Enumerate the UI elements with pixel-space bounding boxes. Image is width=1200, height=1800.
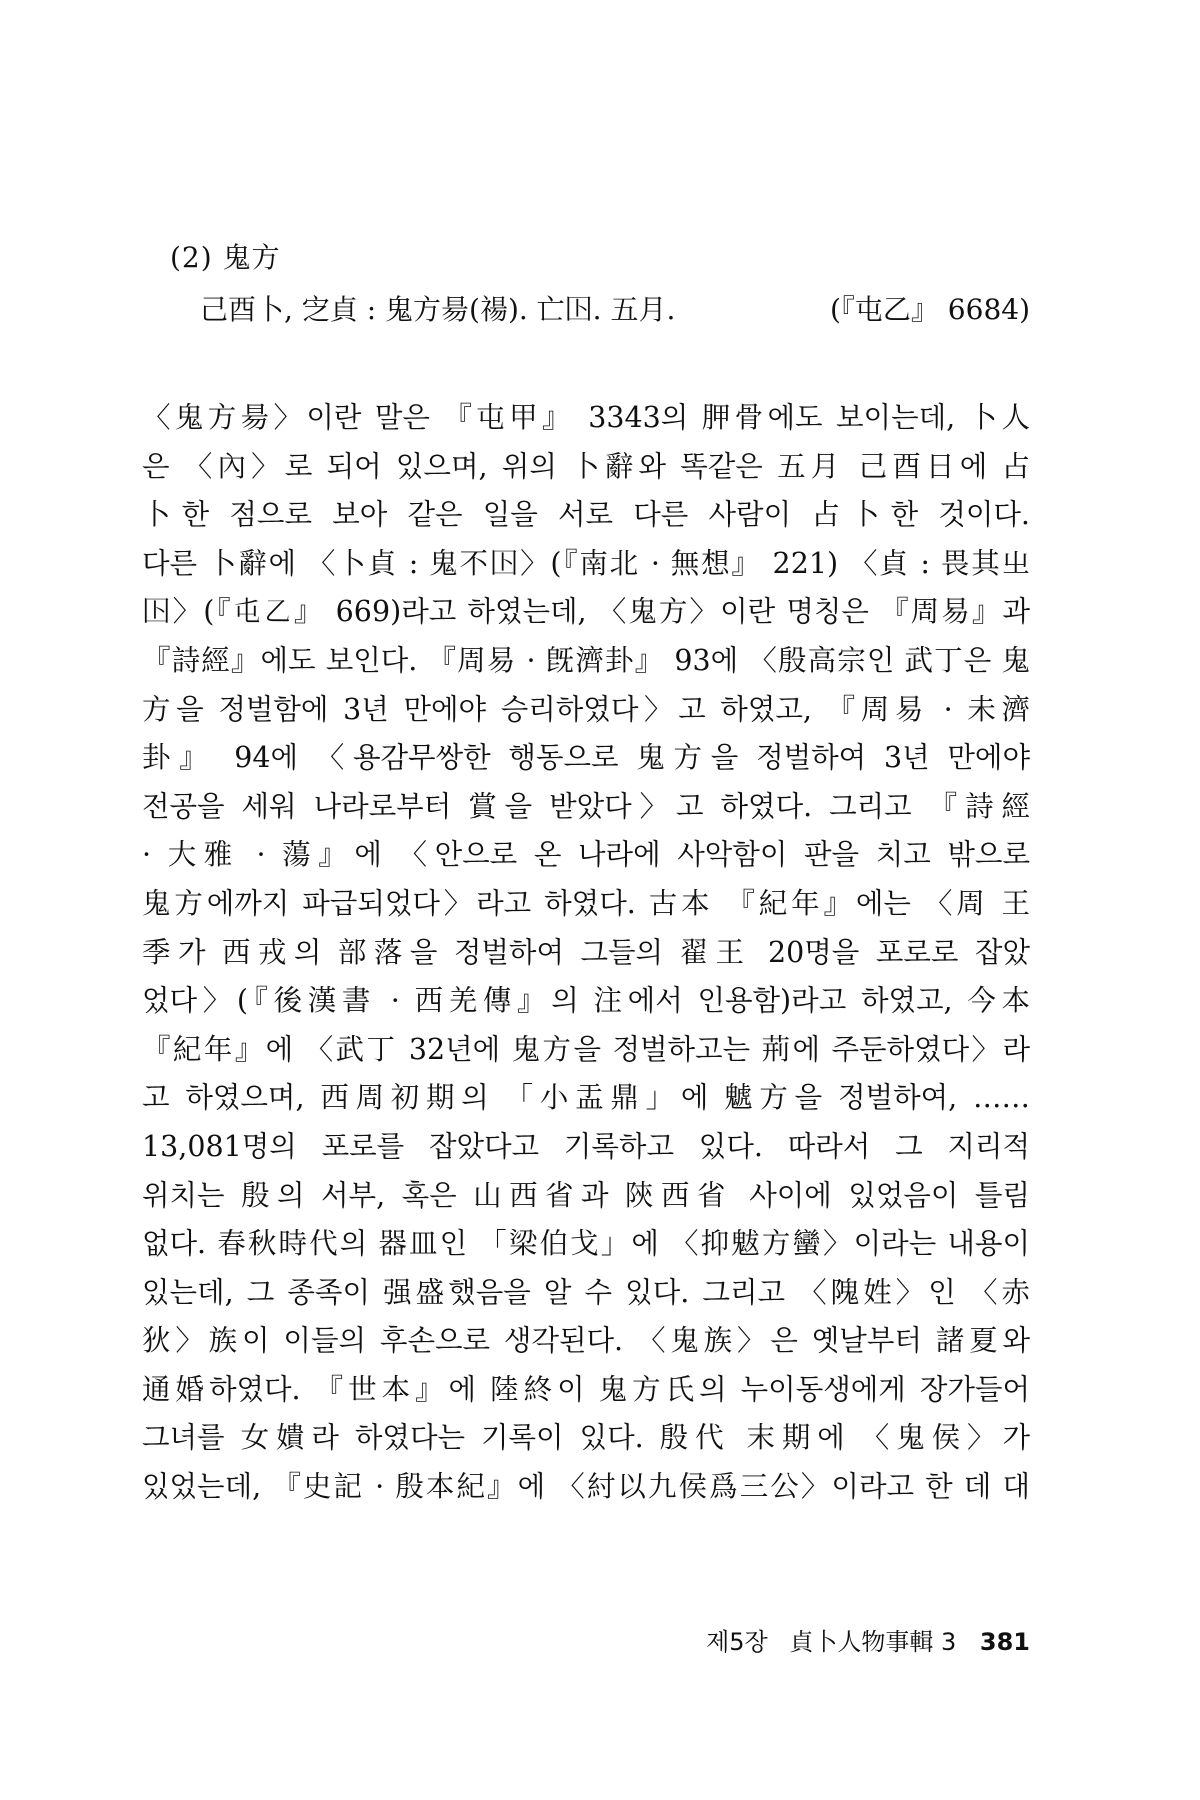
inscription-source: (『屯乙』 6684) — [829, 293, 1030, 326]
text-line: 전공을 세워 나라로부터 賞을 받았다〉고 하였다. 그리고 『詩經 — [142, 789, 1030, 823]
text-line: 狄〉族이 이들의 후손으로 생각된다. 〈鬼族〉은 옛날부터 諸夏와 — [142, 1324, 1030, 1358]
chapter-label: 제5장 — [706, 1628, 768, 1656]
text-line: 卦』 94에 〈용감무쌍한 행동으로 鬼方을 정벌하여 3년 만에야 — [142, 741, 1030, 775]
text-line: 위치는 殷의 서부, 혹은 山西省과 陝西省 사이에 있었음이 틀림 — [142, 1178, 1030, 1212]
text-line: 〈鬼方昜〉이란 말은 『屯甲』 3343의 胛骨에도 보이는데, 卜人 — [142, 401, 1030, 434]
text-line: 었다〉(『後漢書 · 西羌傳』의 注에서 인용함)라고 하였고, 今本 — [142, 984, 1030, 1018]
running-footer — [706, 1622, 1030, 1657]
text-line: 方을 정벌함에 3년 만에야 승리하였다〉고 하였고, 『周易 · 未濟 — [142, 692, 1030, 726]
text-line: 鬼方에까지 파급되었다〉라고 하였다. 古本 『紀年』에는 〈周 王 — [142, 886, 1030, 920]
section-heading: (2) 鬼方 — [170, 241, 281, 274]
text-line: 13,081명의 포로를 잡았다고 기록하고 있다. 따라서 그 지리적 — [142, 1129, 1030, 1163]
text-line: 卜한 점으로 보아 같은 일을 서로 다른 사람이 占卜한 것이다. — [142, 498, 1030, 532]
text-line: 𡆥〉(『屯乙』 669)라고 하였는데, 〈鬼方〉이란 명칭은 『周易』과 — [142, 595, 1030, 629]
running-title: 貞卜人物事輯 3 — [789, 1628, 957, 1656]
page-number: 381 — [979, 1628, 1030, 1656]
text-line: 通婚하였다. 『世本』에 陸終이 鬼方氏의 누이동생에게 장가들어 — [142, 1372, 1030, 1406]
text-line: 『紀年』에 〈武丁 32년에 鬼方을 정벌하고는 荊에 주둔하였다〉라 — [142, 1032, 1030, 1066]
text-line: 고 하였으며, 西周初期의 「小盂鼎」에 䰧方을 정벌하여, …… — [142, 1081, 1030, 1115]
text-line: 다른 卜辭에 〈卜貞 : 鬼不𡆥〉(『南北 · 無想』 221) 〈貞 : 畏其㞢 — [142, 546, 1030, 580]
text-line: 없다. 春秋時代의 器皿인 「梁伯戈」에 〈抑魃方蠻〉이라는 내용이 — [142, 1227, 1030, 1261]
oracle-inscription — [200, 288, 1030, 328]
body-text — [142, 394, 1030, 1512]
text-line: 있었는데, 『史記 · 殷本紀』에 〈紂以九侯爲三公〉이라고 한 데 대 — [142, 1470, 1030, 1504]
inscription-text: 己酉卜, 㝎貞 : 鬼方昜(禓). 亡𡆥. 五月. — [200, 293, 676, 326]
text-line: 있는데, 그 종족이 强盛했음을 알 수 있다. 그리고 〈隗姓〉인 〈赤 — [142, 1275, 1030, 1309]
text-line: 은 〈內〉로 되어 있으며, 위의 卜辭와 똑같은 五月 己酉日에 占 — [142, 449, 1030, 483]
text-line: · 大雅 · 蕩』에 〈안으로 온 나라에 사악함이 판을 치고 밖으로 — [142, 838, 1030, 872]
text-line: 『詩經』에도 보인다. 『周易 · 旣濟卦』 93에 〈殷高宗인 武丁은 鬼 — [142, 643, 1030, 677]
text-line: 季가 西戎의 部落을 정벌하여 그들의 翟王 20명을 포로로 잡았 — [142, 935, 1030, 969]
text-line: 그녀를 女嬇라 하였다는 기록이 있다. 殷代 末期에 〈鬼侯〉가 — [142, 1421, 1030, 1455]
